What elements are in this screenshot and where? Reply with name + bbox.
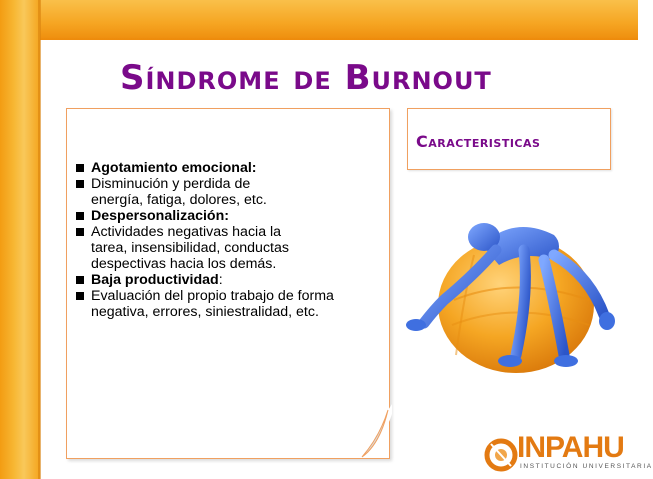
bullet-heading: Baja productividad xyxy=(91,272,219,288)
bullet-item xyxy=(74,160,394,176)
characteristics-label: Caracteristicas xyxy=(416,132,541,151)
square-bullet-icon xyxy=(76,212,84,220)
bullet-text: despectivas hacia los demás. xyxy=(91,256,277,272)
square-bullet-icon xyxy=(76,292,84,300)
page-curl-corner xyxy=(358,404,392,458)
bullet-item xyxy=(74,256,394,272)
bullet-text: negativa, errores, siniestralidad, etc. xyxy=(91,304,319,320)
bullet-text: Actividades negativas hacia la xyxy=(91,224,282,240)
bullet-text: Evaluación del propio trabajo de forma xyxy=(91,288,334,304)
bullet-item xyxy=(74,304,394,320)
bullet-heading: Despersonalización: xyxy=(91,208,229,224)
left-orange-band-edge xyxy=(38,0,41,479)
square-bullet-icon xyxy=(76,164,84,172)
exhausted-figure-on-ball-icon xyxy=(404,205,614,375)
bullet-text: tarea, insensibilidad, conductas xyxy=(91,240,289,256)
bullet-text: Disminución y perdida de xyxy=(91,176,251,192)
bullet-item xyxy=(74,272,394,288)
left-orange-band xyxy=(0,0,40,479)
square-bullet-icon xyxy=(76,228,84,236)
bullet-heading: Agotamiento emocional: xyxy=(91,160,257,176)
bullet-item xyxy=(74,192,394,208)
bullet-text: energía, fatiga, dolores, etc. xyxy=(91,192,267,208)
bullet-item xyxy=(74,240,394,256)
characteristics-list xyxy=(74,160,394,320)
bullet-text: : xyxy=(218,272,223,288)
slide-title: Síndrome de Burnout xyxy=(120,58,492,98)
square-bullet-icon xyxy=(76,276,84,284)
bullet-item xyxy=(74,224,394,240)
bullet-item xyxy=(74,288,394,304)
bullet-item xyxy=(74,208,394,224)
logo-wordmark: INPAHU xyxy=(517,431,624,464)
square-bullet-icon xyxy=(76,180,84,188)
logo-subtitle: INSTITUCIÓN UNIVERSITARIA xyxy=(520,463,653,470)
top-orange-band-inner xyxy=(40,0,638,38)
bullet-item xyxy=(74,176,394,192)
